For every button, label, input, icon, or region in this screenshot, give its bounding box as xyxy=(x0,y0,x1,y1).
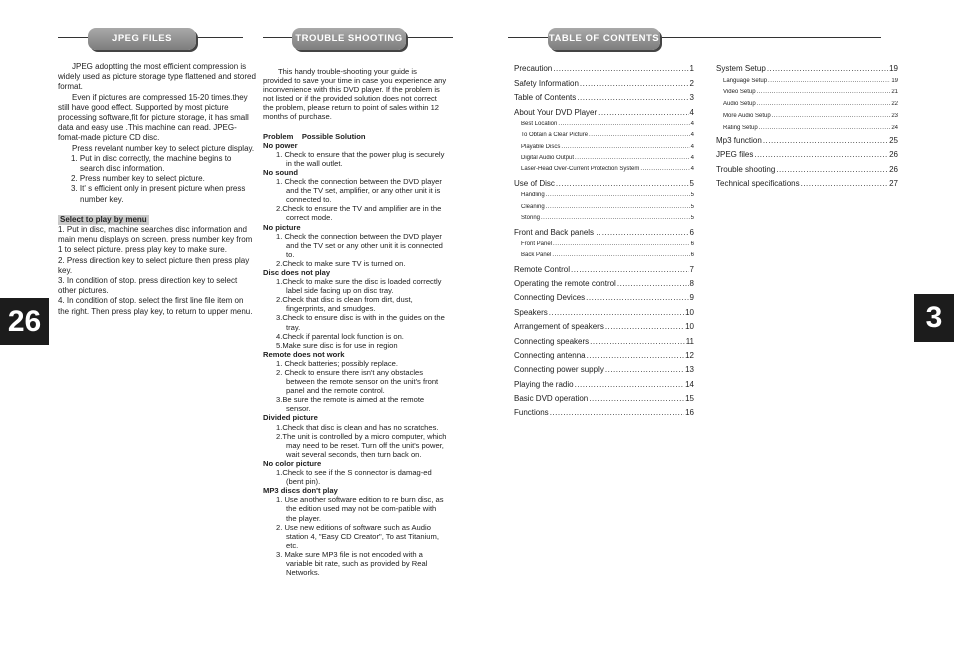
toc-leader-dots xyxy=(541,215,690,221)
trouble-solution: 2.The unit is controlled by a micro computer, which may need to be reset. Turn off the unit's power, wait several seconds, then turn back on. xyxy=(276,431,447,459)
trouble-shooting-column xyxy=(263,67,447,577)
toc-entry-label: Handling xyxy=(521,192,545,198)
toc-entry-page: 4 xyxy=(689,108,694,117)
trouble-solution: 1. Check the connection between the DVD player and the TV set or any other unit it is connected to. xyxy=(276,231,443,259)
trouble-problem-title: Divided picture xyxy=(263,413,318,423)
toc-entry xyxy=(521,215,694,221)
toc-entry xyxy=(521,121,694,127)
trouble-sections xyxy=(263,141,447,578)
trouble-columns-heading: Problem Possible Solution xyxy=(263,131,366,141)
toc-entry xyxy=(514,394,694,403)
toc-entry-page: 5 xyxy=(689,179,694,188)
toc-entry-page: 19 xyxy=(891,78,898,84)
menu-play-title: Select to play by menu xyxy=(60,214,147,224)
trouble-problem-title: No color picture xyxy=(263,458,322,468)
toc-entry-page: 16 xyxy=(685,408,694,417)
toc-entry xyxy=(716,179,898,188)
trouble-problem-title: No sound xyxy=(263,167,299,177)
toc-leader-dots xyxy=(575,380,685,389)
toc-entry-page: 15 xyxy=(685,394,694,403)
toc-entry-label: Cleaning xyxy=(521,204,545,210)
menu-step-4: 4. In condition of stop. select the first line file item on the right. Then press play key, to return to upper menu. xyxy=(58,296,253,316)
jpeg-intro-2: Even if pictures are compressed 15-20 times.they still have good effect. Supported by most picture processing software,fit for picture storage, it has small data and easy use .This machine can read. JPEG-fomat-made picture CD disc. xyxy=(58,92,249,143)
toc-leader-dots xyxy=(605,365,684,374)
toc-entry-label: Use of Disc xyxy=(514,179,555,188)
toc-leader-dots xyxy=(546,192,690,198)
toc-leader-dots xyxy=(776,165,888,174)
toc-entry-page: 26 xyxy=(889,150,898,159)
toc-entry xyxy=(514,265,694,274)
toc-entry-label: Connecting Devices xyxy=(514,293,586,302)
toc-leader-dots xyxy=(577,93,688,102)
toc-entry xyxy=(521,204,694,210)
toc-leader-dots xyxy=(575,155,690,161)
jpeg-step-3: 3. It' s efficient only in present picture when press number key. xyxy=(71,184,246,204)
menu-step-1: 1. Put in disc, machine searches disc information and main menu displays on screen. press number key from 1 to select picture. press play key to make sure. xyxy=(58,225,253,255)
toc-entry-label: Front Panel xyxy=(521,241,553,247)
toc-leader-dots xyxy=(589,132,690,138)
toc-entry xyxy=(514,228,694,237)
toc-leader-dots xyxy=(754,150,888,159)
toc-entry-page: 25 xyxy=(889,136,898,145)
toc-entry-page: 9 xyxy=(689,293,694,302)
toc-leader-dots xyxy=(552,252,689,258)
toc-leader-dots xyxy=(605,322,684,331)
toc-entry xyxy=(723,113,898,119)
toc-entry xyxy=(514,93,694,102)
trouble-problem-title: No picture xyxy=(263,222,301,232)
toc-entry-page: 4 xyxy=(690,155,694,161)
page-number-right: 3 xyxy=(914,294,954,342)
toc-entry-page: 8 xyxy=(689,279,694,288)
jpeg-files-column xyxy=(58,62,256,317)
toc-entry-label: Technical specifications xyxy=(716,179,800,188)
trouble-solution: 4.Check if parental lock function is on. xyxy=(276,331,404,341)
toc-entry xyxy=(716,64,898,73)
toc-entry-page: 11 xyxy=(685,337,694,346)
toc-entry-page: 22 xyxy=(891,101,898,107)
toc-entry-label: Best Location xyxy=(521,121,558,127)
toc-entry-label: Connecting power supply xyxy=(514,365,604,374)
jpeg-files-header: JPEG FILES xyxy=(88,28,196,50)
toc-entry-label: Remote Control xyxy=(514,265,571,274)
toc-entry-label: Playing the radio xyxy=(514,380,574,389)
toc-entry-label: Speakers xyxy=(514,308,548,317)
toc-entry-label: Connecting antenna xyxy=(514,351,586,360)
toc-entry xyxy=(716,165,898,174)
toc-entry-label: Storing xyxy=(521,215,541,221)
toc-leader-dots xyxy=(553,64,688,73)
toc-leader-dots xyxy=(757,89,891,95)
toc-entry xyxy=(514,408,694,417)
toc-leader-dots xyxy=(598,108,688,117)
trouble-solution: 1. Use another software edition to re burn disc, as the edition used may not be com-patible with the player. xyxy=(276,495,444,523)
toc-entry-label: Playable Discs xyxy=(521,144,561,150)
toc-entry-page: 10 xyxy=(685,322,694,331)
toc-leader-dots xyxy=(580,79,689,88)
trouble-solution: 2.Check to ensure the TV and amplifier are in the correct mode. xyxy=(276,204,442,223)
toc-entry-label: More Audio Setup xyxy=(723,113,771,119)
toc-entry-page: 4 xyxy=(690,132,694,138)
toc-entry-label: Back Panel xyxy=(521,252,552,258)
toc-leader-dots xyxy=(550,408,684,417)
toc-entry xyxy=(716,136,898,145)
toc-entry-page: 5 xyxy=(690,215,694,221)
toc-entry xyxy=(521,166,694,172)
toc-entry-label: Language Setup xyxy=(723,78,768,84)
trouble-problem-title: MP3 discs don't play xyxy=(263,486,338,496)
toc-entry xyxy=(514,108,694,117)
toc-entry xyxy=(514,279,694,288)
toc-entry-label: JPEG files xyxy=(716,150,754,159)
menu-step-3: 3. In condition of stop. press direction key to select other pictures. xyxy=(58,276,238,296)
toc-entry-label: Trouble shooting xyxy=(716,165,776,174)
toc-leader-dots xyxy=(556,179,689,188)
jpeg-step-2: 2. Press number key to select picture. xyxy=(71,174,205,184)
toc-leader-dots xyxy=(759,125,891,131)
trouble-solution: 5.Make sure disc is for use in region xyxy=(276,340,398,350)
toc-entry xyxy=(723,78,898,84)
trouble-problem-title: Disc does not play xyxy=(263,267,331,277)
toc-entry-label: Laser-Head Over-Current Protection System xyxy=(521,166,640,172)
toc-leader-dots xyxy=(553,241,690,247)
toc-leader-dots xyxy=(586,293,688,302)
toc-leader-dots xyxy=(546,204,690,210)
toc-entry-page: 4 xyxy=(690,144,694,150)
toc-leader-dots xyxy=(571,265,689,274)
toc-entry-label: Basic DVD operation xyxy=(514,394,589,403)
toc-leader-dots xyxy=(640,166,689,172)
toc-leader-dots xyxy=(589,394,684,403)
toc-leader-dots xyxy=(558,121,689,127)
toc-leader-dots xyxy=(602,228,689,237)
trouble-problem-title: Remote does not work xyxy=(263,349,345,359)
toc-entry-label: Functions xyxy=(514,408,549,417)
trouble-shooting-header: TROUBLE SHOOTING xyxy=(292,28,406,50)
toc-entry-label: About Your DVD Player xyxy=(514,108,598,117)
toc-entry-page: 5 xyxy=(690,204,694,210)
toc-leader-dots xyxy=(801,179,888,188)
toc-entry-label: Front and Back panels .. xyxy=(514,228,601,237)
toc-leader-dots xyxy=(590,337,685,346)
toc-entry-label: To Obtain a Clear Picture xyxy=(521,132,589,138)
trouble-solution: 1. Check batteries; possibly replace. xyxy=(276,358,398,368)
toc-leader-dots xyxy=(767,64,888,73)
trouble-intro: This handy trouble-shooting your guide is provided to save your time in case you experience any inconvenience with this DVD player. If the problem is not listed or if the provided solution does not correct the problem, please return to point of sales within 12 months of purchase. xyxy=(263,67,447,122)
toc-entry-label: Mp3 function xyxy=(716,136,762,145)
toc-entry-page: 21 xyxy=(891,89,898,95)
page-number-left: 26 xyxy=(0,298,49,345)
toc-entry-page: 1 xyxy=(689,64,694,73)
trouble-problem-title: No power xyxy=(263,140,298,150)
toc-entry-label: Audio Setup xyxy=(723,101,756,107)
toc-entry xyxy=(716,150,898,159)
toc-entry xyxy=(514,308,694,317)
toc-entry xyxy=(521,132,694,138)
toc-entry-label: Precaution xyxy=(514,64,553,73)
trouble-solution: 3.Be sure the remote is aimed at the remote sensor. xyxy=(276,395,425,414)
jpeg-step-1: 1. Put in disc correctly, the machine begins to search disc information. xyxy=(71,153,232,174)
trouble-solution: 2.Check that disc is clean from dirt, dust, fingerprints, and smudges. xyxy=(276,295,413,314)
menu-step-2: 2. Press direction key to select picture then press play key. xyxy=(58,255,250,275)
toc-entry xyxy=(514,337,694,346)
toc-entry xyxy=(514,293,694,302)
toc-entry xyxy=(514,179,694,188)
toc-entry xyxy=(521,252,694,258)
toc-leader-dots xyxy=(757,101,891,107)
trouble-solution: 1. Check to ensure that the power plug is securely in the wall outlet. xyxy=(276,149,445,168)
toc-entry-page: 6 xyxy=(689,228,694,237)
toc-entry-page: 13 xyxy=(685,365,694,374)
toc-entry-label: Arrangement of speakers xyxy=(514,322,604,331)
toc-entry xyxy=(723,125,898,131)
toc-leader-dots xyxy=(549,308,684,317)
toc-entry-page: 5 xyxy=(690,192,694,198)
toc-entry-page: 6 xyxy=(690,252,694,258)
toc-entry-page: 12 xyxy=(685,351,694,360)
toc-entry xyxy=(514,79,694,88)
toc-entry-page: 3 xyxy=(689,93,694,102)
trouble-solution: 3. Make sure MP3 file is not encoded with a variable bit rate, such as provided by Real Networks. xyxy=(276,549,428,578)
trouble-solution: 1. Check the connection between the DVD player and the TV set, amplifier, or any other unit it is connected to. xyxy=(276,177,442,205)
toc-leader-dots xyxy=(561,144,689,150)
jpeg-intro-3: Press revelant number key to select picture display. xyxy=(72,143,255,153)
toc-leader-dots xyxy=(768,78,890,84)
toc-entry-label: Table of Contents xyxy=(514,93,577,102)
toc-entry xyxy=(521,144,694,150)
toc-entry xyxy=(514,351,694,360)
toc-entry-page: 27 xyxy=(889,179,898,188)
toc-entry xyxy=(521,241,694,247)
toc-entry xyxy=(521,192,694,198)
trouble-solution: 2. Use new editions of software such as Audio station 4, "Easy CD Creator", To ast Titanium, etc. xyxy=(276,522,439,550)
toc-leader-dots xyxy=(772,113,891,119)
toc-leader-dots xyxy=(763,136,888,145)
toc-entry-label: Safety Information xyxy=(514,79,579,88)
toc-entry xyxy=(723,89,898,95)
toc-entry-label: Digital Audio Output xyxy=(521,155,575,161)
trouble-solution: 3.Check to ensure disc is with in the guides on the tray. xyxy=(276,313,445,332)
toc-entry-label: Video Setup xyxy=(723,89,756,95)
toc-entry-page: 7 xyxy=(689,265,694,274)
toc-header: TABLE OF CONTENTS xyxy=(548,28,660,50)
toc-leader-dots xyxy=(617,279,689,288)
trouble-solution: 1.Check to see if the S connector is damag-ed (bent pin). xyxy=(276,468,432,487)
toc-entry xyxy=(723,101,898,107)
toc-entry-page: 10 xyxy=(685,308,694,317)
jpeg-intro-1: JPEG adoptting the most efficient compression is widely used as picture storage type flattened and stored format. xyxy=(58,62,256,92)
trouble-solution: 1.Check that disc is clean and has no scratches. xyxy=(276,422,439,432)
toc-entry xyxy=(514,64,694,73)
toc-entry xyxy=(514,380,694,389)
toc-entry-page: 4 xyxy=(690,166,694,172)
toc-leader-dots xyxy=(587,351,684,360)
toc-entry xyxy=(514,365,694,374)
trouble-solution: 1.Check to make sure the disc is loaded correctly label side facing up on disc tray. xyxy=(276,277,442,296)
toc-entry-page: 6 xyxy=(690,241,694,247)
trouble-solution: 2.Check to make sure TV is turned on. xyxy=(276,258,406,268)
toc-entry-page: 19 xyxy=(889,64,898,73)
toc-entry-label: Operating the remote control xyxy=(514,279,616,288)
toc-entry-page: 26 xyxy=(889,165,898,174)
toc-entry-page: 24 xyxy=(891,125,898,131)
toc-entry-page: 4 xyxy=(690,121,694,127)
toc-entry xyxy=(521,155,694,161)
toc-entry-page: 14 xyxy=(685,380,694,389)
toc-entry-label: System Setup xyxy=(716,64,766,73)
toc-entry-label: Connecting speakers xyxy=(514,337,590,346)
toc-entry-page: 23 xyxy=(891,113,898,119)
toc-entry-page: 2 xyxy=(689,79,694,88)
toc-entry xyxy=(514,322,694,331)
toc-entry-label: Rating Setup xyxy=(723,125,758,131)
trouble-solution: 2. Check to ensure there isn't any obstacles between the remote sensor on the unit's front panel and the remote control. xyxy=(276,368,439,396)
